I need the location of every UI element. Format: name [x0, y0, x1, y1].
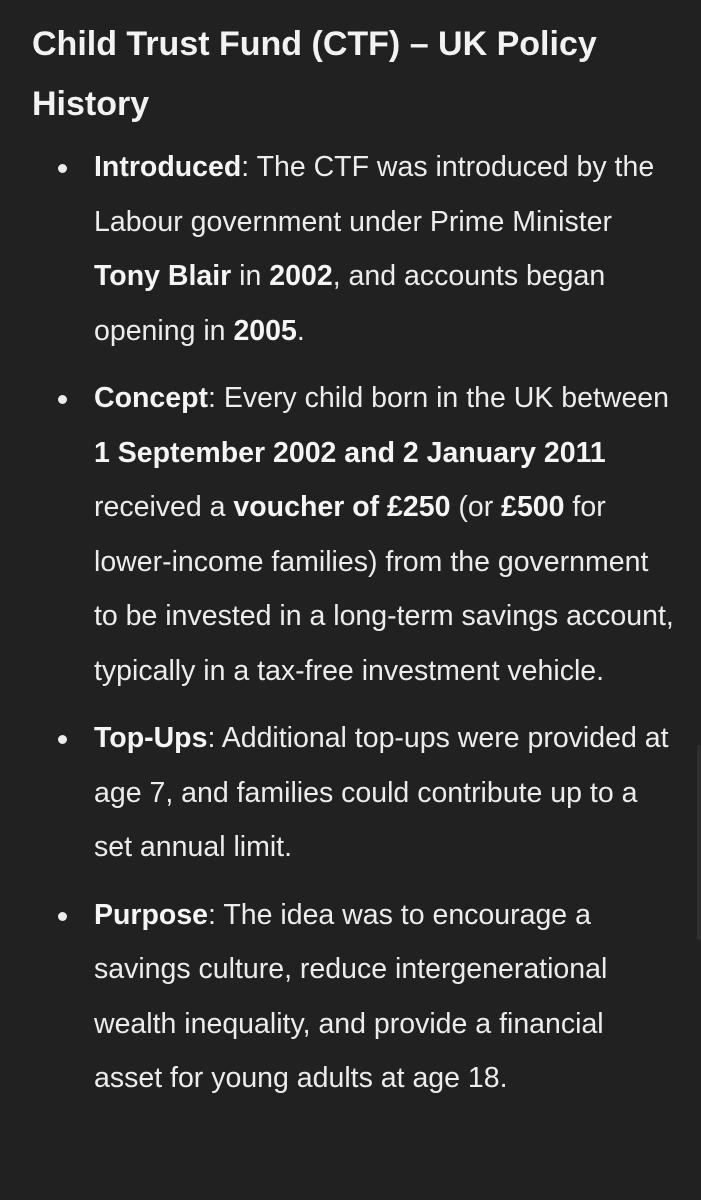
item-text: , and accounts began opening in: [94, 260, 606, 347]
bullet-icon: [58, 912, 67, 921]
item-text: .: [296, 314, 305, 347]
item-text: : Additional top-ups were provided at age 7, and families could contribute up to a set annual limit.: [94, 722, 669, 863]
item-text: (or: [450, 491, 502, 523]
bullet-list: [32, 140, 678, 1106]
list-item-introduced: [32, 140, 678, 358]
item-bold: Tony Blair: [94, 260, 232, 292]
bullet-icon: [58, 735, 67, 744]
item-text: : The idea was to encourage a savings culture, reduce intergenerational wealth inequality, and provide a financial asset for young adults at age 18.: [94, 898, 608, 1094]
scrollbar-thumb[interactable]: [697, 745, 701, 940]
item-label: Purpose: [94, 898, 209, 931]
item-label: Introduced: [94, 151, 242, 183]
message-content: [32, 14, 678, 1119]
item-label: Top-Ups: [94, 722, 208, 754]
item-text: received a: [94, 491, 234, 523]
item-text: for lower-income families) from the government to be invested in a long-term savings account, typically in a tax-free investment vehicle.: [94, 491, 674, 687]
item-bold: voucher of £250: [233, 491, 451, 523]
list-item-concept: [32, 371, 678, 698]
item-bold: 2002: [269, 260, 333, 292]
section-heading: Child Trust Fund (CTF) – UK Policy History: [32, 25, 597, 123]
item-bold: £500: [501, 491, 565, 523]
item-text: : Every child born in the UK between: [208, 382, 669, 414]
bullet-icon: [58, 395, 67, 404]
item-label: Concept: [94, 382, 208, 414]
item-text: : The CTF was introduced by the Labour government under Prime Minister: [94, 151, 655, 238]
item-text: in: [231, 260, 270, 292]
bullet-icon: [58, 164, 67, 173]
item-bold: 2005: [233, 314, 297, 347]
list-item-top-ups: [32, 711, 678, 875]
list-item-purpose: [32, 888, 678, 1106]
item-bold: 1 September 2002 and 2 January 2011: [94, 436, 606, 469]
